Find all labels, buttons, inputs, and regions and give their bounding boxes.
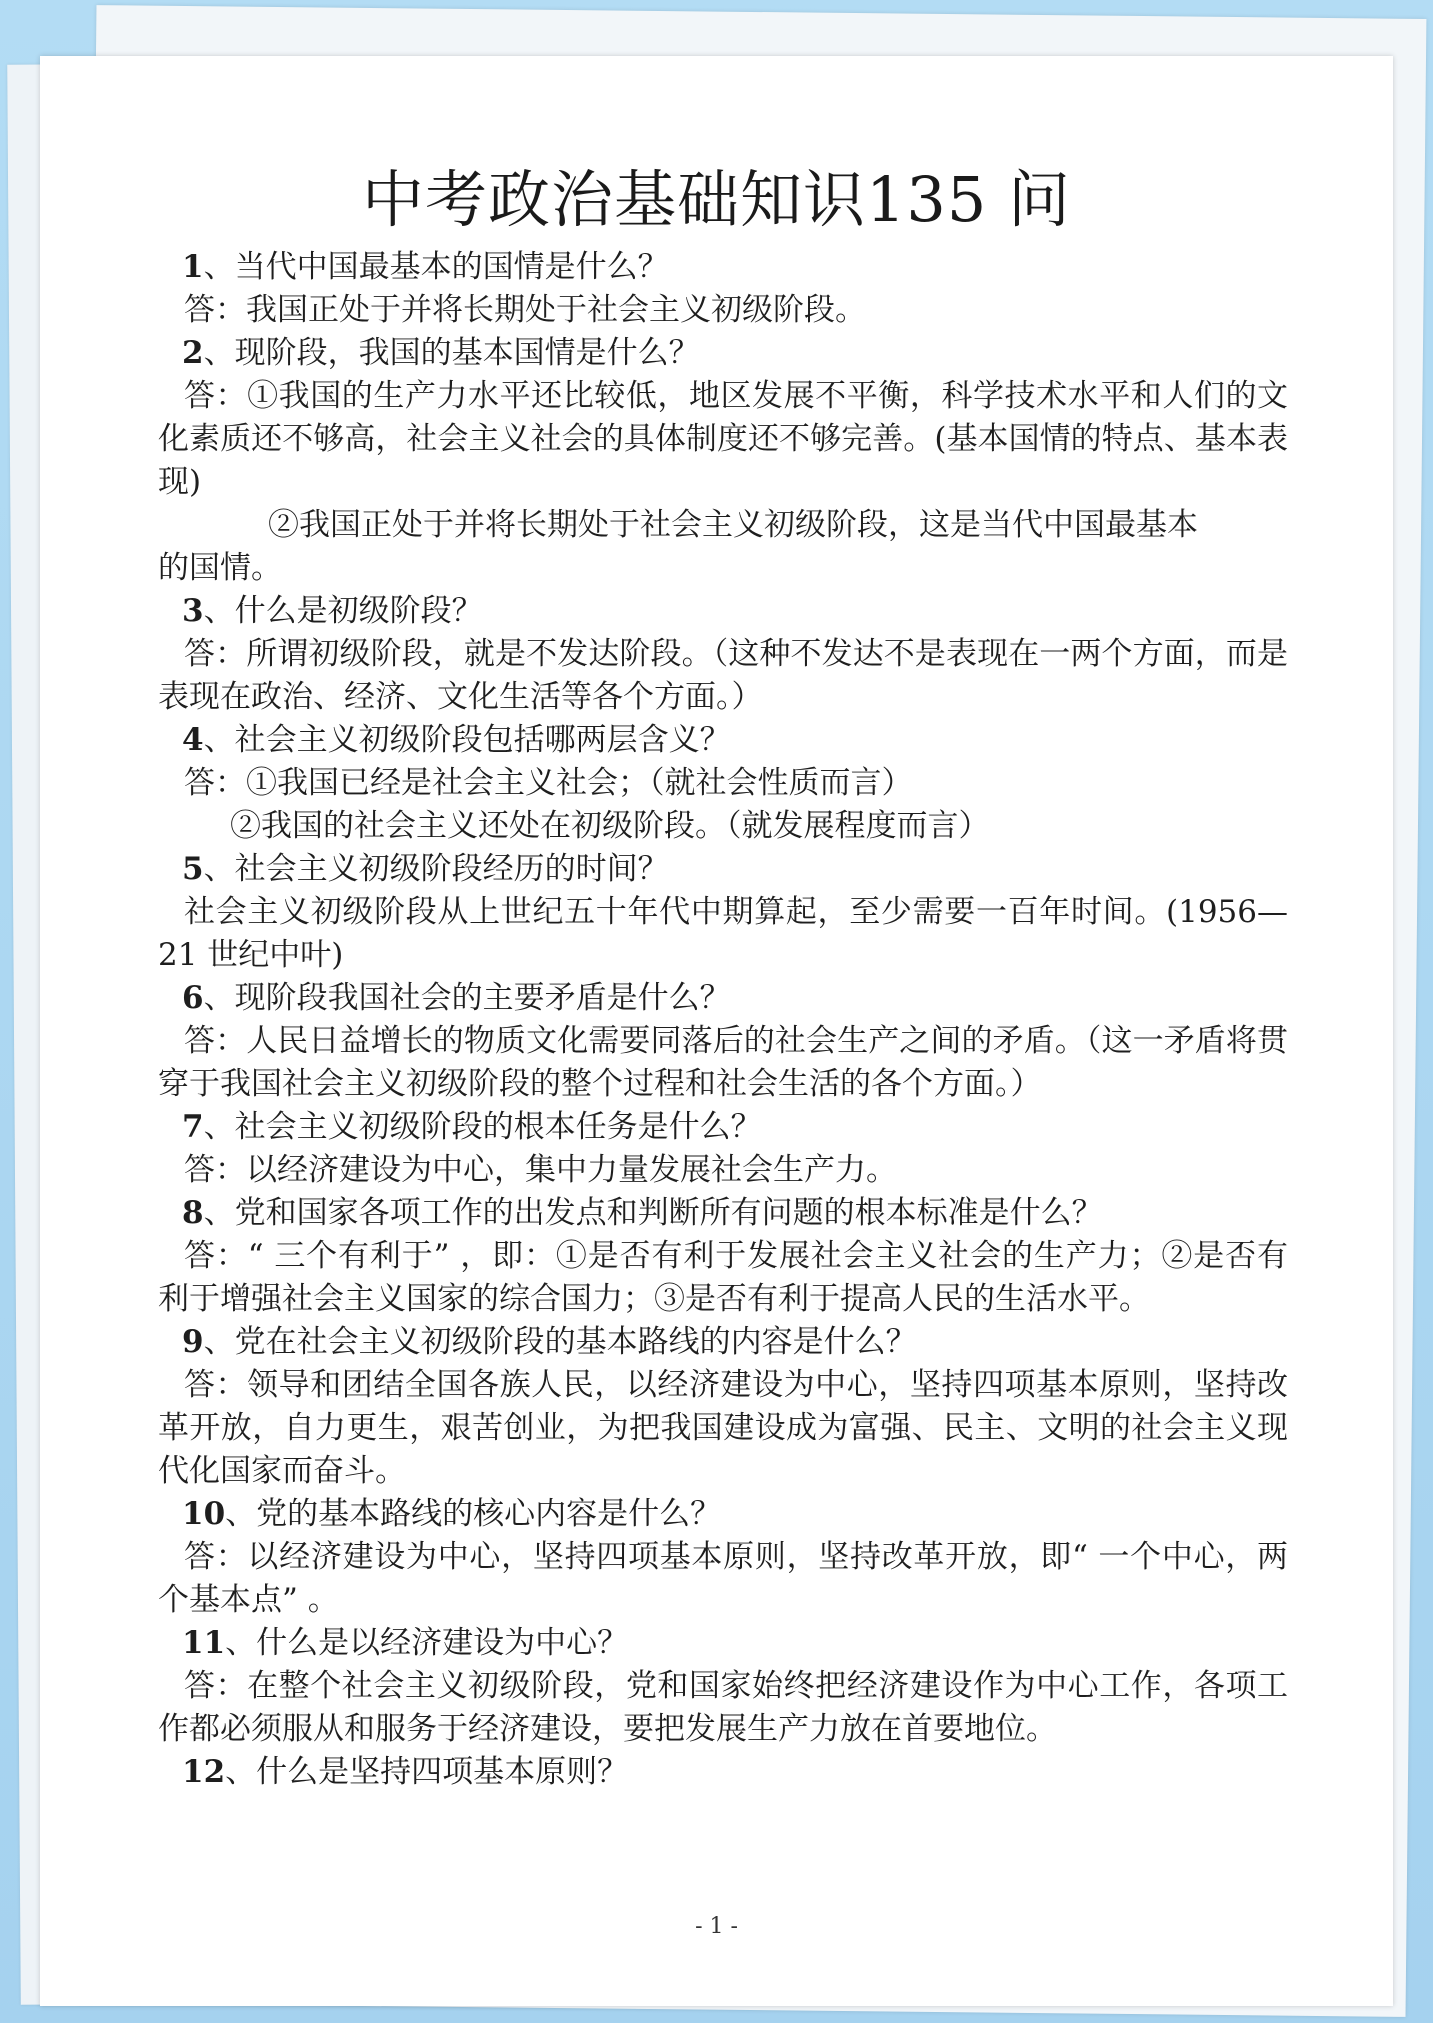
question-text: 、当代中国最基本的国情是什么？ xyxy=(203,249,669,285)
question-line xyxy=(158,1493,1288,1536)
question-text: 、社会主义初级阶段的根本任务是什么？ xyxy=(203,1109,762,1145)
question-text: 、现阶段，我国的基本国情是什么？ xyxy=(203,335,700,371)
answer-paragraph: 答：在整个社会主义初级阶段，党和国家始终把经济建设作为中心工作，各项工作都必须服从和服务于经济建设，要把发展生产力放在首要地位。 xyxy=(158,1668,1288,1747)
question-number: 1 xyxy=(182,249,204,285)
answer-paragraph: 答：人民日益增长的物质文化需要同落后的社会生产之间的矛盾。（这一矛盾将贯穿于我国社会主义初级阶段的整个过程和社会生活的各个方面。） xyxy=(158,1023,1288,1102)
question-number: 9 xyxy=(182,1324,204,1360)
question-text: 、现阶段我国社会的主要矛盾是什么？ xyxy=(203,980,731,1016)
answer-paragraph: 的国情。 xyxy=(158,550,282,586)
question-number: 4 xyxy=(182,722,204,758)
question-line xyxy=(158,246,1288,289)
question-text: 、社会主义初级阶段经历的时间？ xyxy=(203,851,669,887)
document-title: 中考政治基础知识135 问 xyxy=(361,163,1072,236)
question-line xyxy=(158,1192,1288,1235)
question-number: 6 xyxy=(182,980,204,1016)
question-line xyxy=(158,1321,1288,1364)
answer-paragraph: 答：以经济建设为中心，集中力量发展社会生产力。 xyxy=(184,1152,897,1188)
question-line xyxy=(158,332,1288,375)
answer-paragraph: 答：以经济建设为中心，坚持四项基本原则，坚持改革开放，即“ 一个中心，两个基本点” 。 xyxy=(158,1539,1288,1618)
question-number: 12 xyxy=(182,1754,226,1790)
question-number: 5 xyxy=(182,851,204,887)
question-line xyxy=(158,848,1288,891)
question-line xyxy=(158,977,1288,1020)
question-text: 、什么是初级阶段？ xyxy=(203,593,483,629)
answer-paragraph: 答：①我国的生产力水平还比较低，地区发展不平衡，科学技术水平和人们的文化素质还不够高，社会主义社会的具体制度还不够完善。(基本国情的特点、基本表现) xyxy=(158,378,1288,500)
answer-paragraph: 答：①我国已经是社会主义社会；（就社会性质而言） xyxy=(184,765,913,801)
question-text: 、什么是以经济建设为中心？ xyxy=(225,1625,629,1661)
question-text: 、什么是坚持四项基本原则？ xyxy=(225,1754,629,1790)
page-number: - 1 - xyxy=(695,1914,738,1939)
question-line xyxy=(158,1106,1288,1149)
question-number: 10 xyxy=(182,1496,226,1532)
question-text: 、党的基本路线的核心内容是什么？ xyxy=(225,1496,722,1532)
answer-continuation: ②我国的社会主义还处在初级阶段。（就发展程度而言） xyxy=(230,808,990,844)
question-text: 、党和国家各项工作的出发点和判断所有问题的根本标准是什么？ xyxy=(203,1195,1103,1231)
question-number: 11 xyxy=(182,1625,226,1661)
answer-paragraph: 答：“ 三个有利于” ，即：①是否有利于发展社会主义社会的生产力；②是否有利于增强社会主义国家的综合国力；③是否有利于提高人民的生活水平。 xyxy=(158,1238,1288,1317)
question-line xyxy=(158,1622,1288,1665)
answer-paragraph: 社会主义初级阶段从上世纪五十年代中期算起，至少需要一百年时间。(1956—21 世纪中叶) xyxy=(158,894,1288,973)
question-line xyxy=(158,1751,1288,1794)
answer-continuation: ②我国正处于并将长期处于社会主义初级阶段，这是当代中国最基本 xyxy=(268,507,1198,543)
answer-paragraph: 答：我国正处于并将长期处于社会主义初级阶段。 xyxy=(184,292,866,328)
question-number: 7 xyxy=(182,1109,204,1145)
question-line xyxy=(158,719,1288,762)
question-number: 2 xyxy=(182,335,204,371)
answer-paragraph: 答：所谓初级阶段，就是不发达阶段。（这种不发达不是表现在一两个方面，而是表现在政治、经济、文化生活等各个方面。） xyxy=(158,636,1288,715)
document-body xyxy=(158,246,1288,1794)
question-number: 3 xyxy=(182,593,204,629)
answer-paragraph: 答：领导和团结全国各族人民，以经济建设为中心，坚持四项基本原则，坚持改革开放，自力更生，艰苦创业，为把我国建设成为富强、民主、文明的社会主义现代化国家而奋斗。 xyxy=(158,1367,1288,1489)
document-page xyxy=(40,56,1393,2006)
question-number: 8 xyxy=(182,1195,204,1231)
question-line xyxy=(158,590,1288,633)
question-text: 、党在社会主义初级阶段的基本路线的内容是什么？ xyxy=(203,1324,917,1360)
question-text: 、社会主义初级阶段包括哪两层含义？ xyxy=(203,722,731,758)
